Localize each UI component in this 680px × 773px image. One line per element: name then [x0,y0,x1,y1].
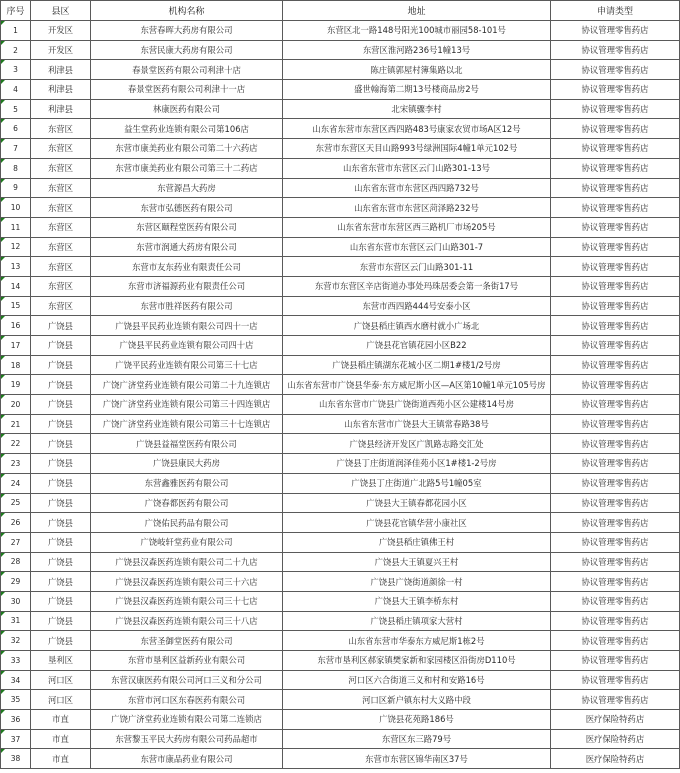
cell-district: 垦利区 [31,651,91,671]
cell-district: 市直 [31,729,91,749]
cell-district: 广饶县 [31,375,91,395]
cell-index: 11 [1,217,31,237]
cell-index: 27 [1,532,31,552]
cell-index: 23 [1,454,31,474]
cell-index: 15 [1,296,31,316]
cell-institution-name: 东营区颐程堂医药有限公司 [91,217,283,237]
cell-institution-name: 广饶春都医药有限公司 [91,493,283,513]
table-row [1,336,680,356]
cell-address: 广饶县广饶街道颜徐一村 [283,572,551,592]
cell-institution-name: 东营市康品药业有限公司 [91,749,283,769]
cell-address: 广饶县花官镇华营小康社区 [283,513,551,533]
cell-institution-name: 广饶县汉森医药连锁有限公司三十八店 [91,611,283,631]
cell-application-type: 医疗保险特药店 [551,729,680,749]
cell-address: 山东省东营市东营区西四路483号康家农贸市场A区12号 [283,119,551,139]
cell-district: 广饶县 [31,591,91,611]
cell-address: 盛世翰海第二期13号楼商品房2号 [283,80,551,100]
cell-district: 东营区 [31,237,91,257]
cell-district: 广饶县 [31,414,91,434]
cell-address: 东营区淮河路236号1幢13号 [283,40,551,60]
table-row [1,395,680,415]
cell-institution-name: 东营黎玉平民大药房有限公司药品超市 [91,729,283,749]
table-row [1,572,680,592]
table-row [1,375,680,395]
cell-district: 广饶县 [31,355,91,375]
table-row [1,473,680,493]
table-row [1,690,680,710]
cell-application-type: 协议管理零售药店 [551,631,680,651]
cell-application-type: 协议管理零售药店 [551,375,680,395]
cell-institution-name: 东营源昌大药房 [91,178,283,198]
cell-address: 山东省东营市东营区菏泽路232号 [283,198,551,218]
cell-application-type: 协议管理零售药店 [551,296,680,316]
cell-index: 12 [1,237,31,257]
cell-address: 陈庄镇郭屋村簿集路以北 [283,60,551,80]
cell-address: 广饶县丁庄街道润泽佳苑小区1#楼1-2号房 [283,454,551,474]
cell-index: 25 [1,493,31,513]
cell-index: 20 [1,395,31,415]
cell-district: 广饶县 [31,434,91,454]
cell-application-type: 协议管理零售药店 [551,217,680,237]
cell-application-type: 协议管理零售药店 [551,532,680,552]
cell-institution-name: 东营市垦利区益新药业有限公司 [91,651,283,671]
cell-application-type: 协议管理零售药店 [551,355,680,375]
cell-institution-name: 春景堂医药有限公司利津十一店 [91,80,283,100]
cell-application-type: 协议管理零售药店 [551,237,680,257]
cell-application-type: 协议管理零售药店 [551,276,680,296]
cell-address: 山东省东营市广饶县大王镇常春路38号 [283,414,551,434]
cell-application-type: 协议管理零售药店 [551,316,680,336]
cell-institution-name: 春景堂医药有限公司利津十店 [91,60,283,80]
table-row [1,158,680,178]
header-institution-name: 机构名称 [91,1,283,21]
table-row [1,513,680,533]
table-row [1,414,680,434]
table-row [1,493,680,513]
cell-application-type: 协议管理零售药店 [551,670,680,690]
table-row [1,631,680,651]
cell-index: 16 [1,316,31,336]
cell-institution-name: 东营市康美药业有限公司第二十六药店 [91,139,283,159]
cell-institution-name: 广饶佑民药品有限公司 [91,513,283,533]
cell-index: 30 [1,591,31,611]
table-row [1,99,680,119]
table-row [1,40,680,60]
cell-index: 14 [1,276,31,296]
cell-application-type: 协议管理零售药店 [551,178,680,198]
cell-address: 广饶县经济开发区广凯路志路交汇处 [283,434,551,454]
cell-institution-name: 东营鑫雅医药有限公司 [91,473,283,493]
header-index: 序号 [1,1,31,21]
cell-address: 东营区北一路148号阳光100城市丽园58-101号 [283,21,551,41]
cell-address: 河口区新户镇东村大义路中段 [283,690,551,710]
cell-address: 广饶县大王镇春都花园小区 [283,493,551,513]
cell-application-type: 协议管理零售药店 [551,198,680,218]
cell-institution-name: 东营市胜祥医药有限公司 [91,296,283,316]
cell-address: 东营区东三路79号 [283,729,551,749]
cell-application-type: 医疗保险特药店 [551,749,680,769]
table-header-row [1,1,680,21]
cell-address: 广饶县大王镇李桥东村 [283,591,551,611]
cell-index: 18 [1,355,31,375]
cell-institution-name: 东营市友东药业有限责任公司 [91,257,283,277]
cell-application-type: 协议管理零售药店 [551,454,680,474]
cell-index: 9 [1,178,31,198]
cell-institution-name: 东营民康大药房有限公司 [91,40,283,60]
cell-institution-name: 广饶县汉森医药连锁有限公司二十九店 [91,552,283,572]
cell-institution-name: 林康医药有限公司 [91,99,283,119]
cell-address: 广饶县稻庄镇西水磨村就小广场北 [283,316,551,336]
cell-district: 东营区 [31,198,91,218]
table-row [1,552,680,572]
cell-district: 东营区 [31,217,91,237]
cell-institution-name: 东营市弘德医药有限公司 [91,198,283,218]
cell-district: 广饶县 [31,336,91,356]
header-district: 县区 [31,1,91,21]
cell-institution-name: 广饶县益福堂医药有限公司 [91,434,283,454]
cell-institution-name: 广饶县康民大药房 [91,454,283,474]
cell-institution-name: 东营市康美药业有限公司第三十二药店 [91,158,283,178]
cell-address: 东营市西四路444号安泰小区 [283,296,551,316]
cell-district: 广饶县 [31,552,91,572]
cell-application-type: 协议管理零售药店 [551,572,680,592]
cell-index: 8 [1,158,31,178]
table-row [1,729,680,749]
cell-institution-name: 广饶县汉森医药连锁有限公司三十六店 [91,572,283,592]
cell-application-type: 协议管理零售药店 [551,473,680,493]
cell-district: 利津县 [31,60,91,80]
cell-index: 35 [1,690,31,710]
cell-district: 东营区 [31,296,91,316]
cell-district: 河口区 [31,690,91,710]
cell-institution-name: 广饶广济堂药业连锁有限公司第二十九连锁店 [91,375,283,395]
cell-district: 东营区 [31,257,91,277]
cell-district: 广饶县 [31,513,91,533]
header-application-type: 申请类型 [551,1,680,21]
cell-address: 广饶县稻庄镇湖东花城小区二期1#楼1/2号房 [283,355,551,375]
cell-index: 28 [1,552,31,572]
cell-application-type: 协议管理零售药店 [551,257,680,277]
cell-index: 19 [1,375,31,395]
cell-district: 广饶县 [31,473,91,493]
cell-index: 36 [1,710,31,730]
cell-application-type: 协议管理零售药店 [551,99,680,119]
cell-institution-name: 益生堂药业连锁有限公司第106店 [91,119,283,139]
cell-index: 29 [1,572,31,592]
cell-application-type: 协议管理零售药店 [551,119,680,139]
cell-district: 开发区 [31,21,91,41]
cell-institution-name: 广饶岐轩堂药业有限公司 [91,532,283,552]
cell-application-type: 协议管理零售药店 [551,336,680,356]
cell-institution-name: 东营市济福源药业有限责任公司 [91,276,283,296]
cell-application-type: 协议管理零售药店 [551,493,680,513]
cell-institution-name: 广饶县汉森医药连锁有限公司三十七店 [91,591,283,611]
table-row [1,237,680,257]
cell-address: 东营市东营区辛店街道办事处玛珠居委会第一条街17号 [283,276,551,296]
cell-index: 26 [1,513,31,533]
table-row [1,611,680,631]
table-row [1,178,680,198]
table-row [1,198,680,218]
table-row [1,139,680,159]
cell-institution-name: 东营春晖大药房有限公司 [91,21,283,41]
cell-application-type: 协议管理零售药店 [551,60,680,80]
cell-address: 广饶县大王镇夏兴王村 [283,552,551,572]
cell-institution-name: 广饶广济堂药业连锁有限公司第三十四连锁店 [91,395,283,415]
cell-address: 东营市垦利区郝家镇樊家新和家园楼区沿街房D110号 [283,651,551,671]
cell-district: 开发区 [31,40,91,60]
cell-index: 13 [1,257,31,277]
cell-application-type: 协议管理零售药店 [551,139,680,159]
table-row [1,651,680,671]
cell-district: 河口区 [31,670,91,690]
cell-district: 广饶县 [31,493,91,513]
cell-index: 24 [1,473,31,493]
cell-index: 7 [1,139,31,159]
cell-address: 东营市东营区天目山路993号绿洲国际4幢1单元102号 [283,139,551,159]
cell-index: 22 [1,434,31,454]
cell-index: 10 [1,198,31,218]
cell-index: 1 [1,21,31,41]
cell-application-type: 协议管理零售药店 [551,611,680,631]
table-row [1,454,680,474]
cell-address: 广饶县花苑路186号 [283,710,551,730]
cell-application-type: 协议管理零售药店 [551,80,680,100]
cell-address: 山东省东营市东营区西四路732号 [283,178,551,198]
cell-application-type: 医疗保险特药店 [551,710,680,730]
table-row [1,276,680,296]
cell-district: 广饶县 [31,532,91,552]
cell-application-type: 协议管理零售药店 [551,690,680,710]
cell-address: 山东省东营市东营区西三路机厂市场205号 [283,217,551,237]
table-row [1,670,680,690]
cell-application-type: 协议管理零售药店 [551,40,680,60]
table-row [1,80,680,100]
cell-institution-name: 广饶广济堂药业连锁有限公司第三十七连锁店 [91,414,283,434]
cell-address: 河口区六合街道三义和村和安路16号 [283,670,551,690]
cell-district: 广饶县 [31,572,91,592]
cell-application-type: 协议管理零售药店 [551,434,680,454]
cell-district: 市直 [31,710,91,730]
cell-district: 广饶县 [31,395,91,415]
table-row [1,21,680,41]
cell-district: 广饶县 [31,454,91,474]
cell-index: 33 [1,651,31,671]
cell-address: 广饶县丁庄街道广北路5号1幢05室 [283,473,551,493]
cell-application-type: 协议管理零售药店 [551,395,680,415]
table-row [1,316,680,336]
cell-address: 广饶县稻庄镇佛王村 [283,532,551,552]
cell-institution-name: 广饶平民药业连锁有限公司第三十七店 [91,355,283,375]
cell-institution-name: 广饶县平民药业连锁有限公司四十一店 [91,316,283,336]
cell-address: 山东省东营市华泰东方威尼斯1栋2号 [283,631,551,651]
cell-district: 利津县 [31,80,91,100]
table-row [1,217,680,237]
cell-district: 利津县 [31,99,91,119]
cell-address: 山东省东营市东营区云门山路301-13号 [283,158,551,178]
cell-district: 市直 [31,749,91,769]
cell-institution-name: 东营市河口区东春医药有限公司 [91,690,283,710]
cell-index: 32 [1,631,31,651]
cell-index: 31 [1,611,31,631]
cell-district: 东营区 [31,158,91,178]
cell-address: 广饶县花官镇花园小区B22 [283,336,551,356]
cell-district: 广饶县 [31,611,91,631]
cell-index: 34 [1,670,31,690]
cell-application-type: 协议管理零售药店 [551,552,680,572]
cell-index: 21 [1,414,31,434]
cell-address: 北宋镇骤李村 [283,99,551,119]
cell-application-type: 协议管理零售药店 [551,651,680,671]
cell-institution-name: 广饶县平民药业连锁有限公司四十店 [91,336,283,356]
table-row [1,434,680,454]
cell-district: 东营区 [31,139,91,159]
cell-index: 5 [1,99,31,119]
table-row [1,60,680,80]
cell-application-type: 协议管理零售药店 [551,21,680,41]
cell-index: 2 [1,40,31,60]
cell-index: 17 [1,336,31,356]
cell-address: 山东省东营市广饶县华泰·东方威尼斯小区—A区第10幢1单元105号房 [283,375,551,395]
cell-address: 山东省东营市广饶县广饶街道西苑小区公建楼14号房 [283,395,551,415]
table-row [1,591,680,611]
table-row [1,532,680,552]
cell-district: 东营区 [31,178,91,198]
cell-address: 东营市东营区锦华南区37号 [283,749,551,769]
table-row [1,257,680,277]
cell-index: 3 [1,60,31,80]
table-row [1,119,680,139]
cell-institution-name: 东营市润通大药房有限公司 [91,237,283,257]
table-row [1,296,680,316]
cell-institution-name: 东营汉康医药有限公司河口三义和分公司 [91,670,283,690]
cell-address: 广饶县稻庄镇项家大营村 [283,611,551,631]
cell-institution-name: 广饶广济堂药业连锁有限公司第二连锁店 [91,710,283,730]
cell-district: 广饶县 [31,631,91,651]
table-row [1,355,680,375]
cell-application-type: 协议管理零售药店 [551,513,680,533]
cell-index: 38 [1,749,31,769]
cell-address: 山东省东营市东营区云门山路301-7 [283,237,551,257]
cell-institution-name: 东营圣御堂医药有限公司 [91,631,283,651]
cell-district: 东营区 [31,276,91,296]
cell-application-type: 协议管理零售药店 [551,414,680,434]
cell-application-type: 协议管理零售药店 [551,591,680,611]
table-row [1,710,680,730]
cell-index: 4 [1,80,31,100]
cell-index: 6 [1,119,31,139]
cell-index: 37 [1,729,31,749]
cell-district: 广饶县 [31,316,91,336]
header-address: 地址 [283,1,551,21]
table-row [1,749,680,769]
cell-application-type: 协议管理零售药店 [551,158,680,178]
cell-address: 东营市东营区云门山路301-11 [283,257,551,277]
cell-district: 东营区 [31,119,91,139]
table-body [1,21,680,769]
